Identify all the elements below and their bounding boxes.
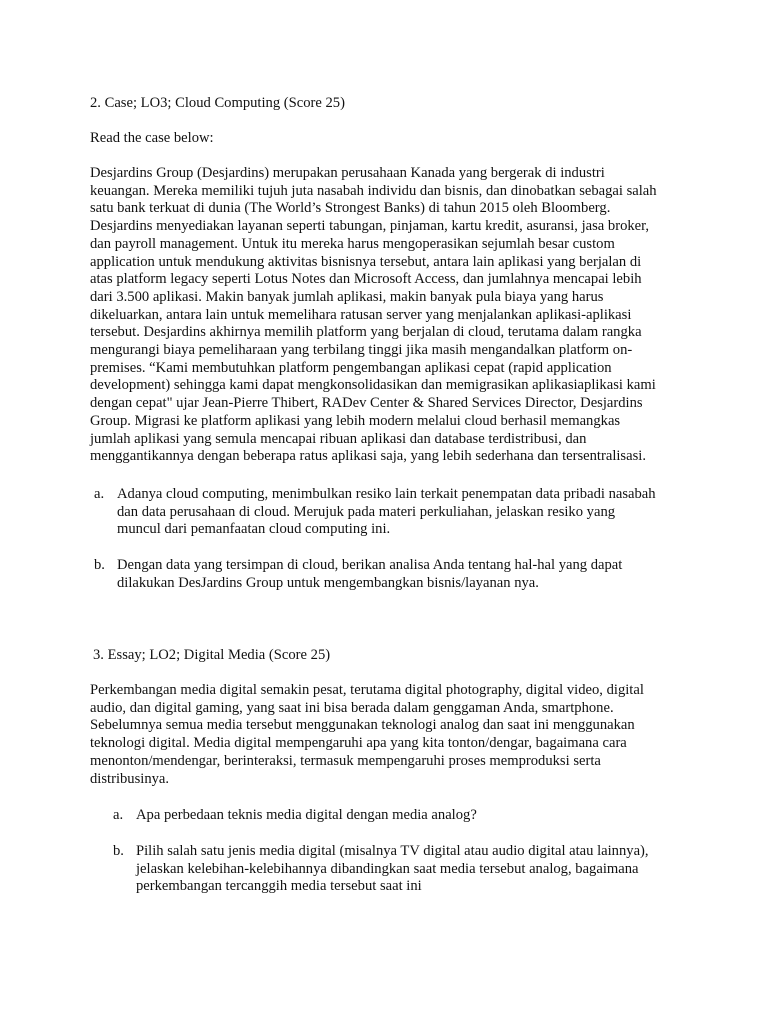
case-line: atas platform legacy seperti Lotus Notes dan Microsoft Access, dan jumlahnya mencapai lebih	[90, 271, 642, 288]
question-line: Apa perbedaan teknis media digital dengan media analog?	[136, 807, 477, 823]
essay-line: Perkembangan media digital semakin pesat, terutama digital photography, digital video, digital	[90, 682, 644, 698]
case-line: jumlah aplikasi yang semula mencapai ribuan aplikasi dan database terdistribusi, dan	[90, 430, 587, 447]
question-line: jelaskan kelebihan-kelebihannya dibandingkan saat media tersebut analog, bagaimana	[136, 860, 639, 877]
case-line: Group. Migrasi ke platform aplikasi yang lebih modern melalui cloud berhasil memangkas	[90, 412, 621, 429]
case-line: keuangan. Mereka memiliki tujuh juta nasabah individu dan bisnis, dan dinobatkan sebagai salah	[90, 182, 657, 199]
essay-line: teknologi digital. Media digital mempengaruhi apa yang kita tonton/dengar, bagaimana cara	[90, 735, 627, 752]
case-intro: Read the case below:	[90, 130, 214, 146]
case-line: dengan cepat" ujar Jean-Pierre Thibert, RADev Center & Shared Services Director, Desjardins	[90, 395, 643, 412]
case-line: development) sehingga kami dapat mengkonsolidasikan dan memigrasikan aplikasiaplikasi kami	[90, 377, 656, 394]
section-3-heading: 3. Essay; LO2; Digital Media (Score 25)	[93, 647, 331, 663]
question-line: Adanya cloud computing, menimbulkan resiko lain terkait penempatan data pribadi nasabah	[117, 486, 656, 502]
case-line: mengurangi biaya pemeliharaan yang terbilang tinggi jika masih mengandalkan platform on-	[90, 342, 633, 359]
essay-line: menonton/mendengar, berinteraksi, termasuk mempengaruhi proses memproduksi serta	[90, 752, 601, 769]
case-paragraph	[90, 165, 680, 466]
case-line: menggantikannya dengan beberapa ratus aplikasi saja, yang lebih sederhana dan tersentralisasi.	[90, 448, 646, 465]
case-line: premises. “Kami membutuhkan platform pengembangan aplikasi cepat (rapid application	[90, 359, 612, 376]
case-line: dikeluarkan, antara lain untuk memelihara ratusan server yang menjalankan aplikasi-aplikasi	[90, 306, 632, 323]
question-line: dilakukan DesJardins Group untuk mengembangkan bisnis/layanan nya.	[117, 574, 539, 591]
list-marker: b.	[113, 843, 124, 859]
essay-line: audio, dan digital gaming, yang saat ini bisa berada dalam genggaman Anda, smartphone.	[90, 699, 614, 716]
list-marker: a.	[113, 807, 124, 823]
question-text	[136, 807, 477, 825]
case-line: dan payroll management. Untuk itu mereka harus mengoperasikan sejumlah besar custom	[90, 235, 615, 252]
case-line: dari 3.500 aplikasi. Makin banyak jumlah aplikasi, makin banyak pula biaya yang harus	[90, 288, 604, 305]
case-line: Desjardins menyediakan layanan seperti tabungan, pinjaman, kartu kredit, asuransi, jasa broker,	[90, 218, 650, 235]
question-line: muncul dari pemanfaatan cloud computing ini.	[117, 521, 391, 538]
question-line: Pilih salah satu jenis media digital (misalnya TV digital atau audio digital atau lainnya),	[136, 843, 649, 859]
essay-line: distribusinya.	[90, 770, 170, 787]
question-text	[136, 843, 649, 896]
essay-line: Sebelumnya semua media tersebut menggunakan teknologi analog dan saat ini menggunakan	[90, 717, 635, 734]
list-marker: b.	[94, 557, 105, 573]
question-text	[117, 557, 622, 592]
case-line: application untuk mendukung aktivitas bisnisnya tersebut, antara lain aplikasi yang berjalan di	[90, 253, 642, 270]
case-line: Desjardins Group (Desjardins) merupakan perusahaan Kanada yang bergerak di industri	[90, 165, 605, 181]
question-line: perkembangan tercanggih media tersebut saat ini	[136, 878, 422, 895]
question-text	[117, 486, 656, 539]
section-2-heading: 2. Case; LO3; Cloud Computing (Score 25)	[90, 95, 345, 111]
essay-paragraph	[90, 682, 680, 788]
case-line: satu bank terkuat di dunia (The World’s Strongest Banks) di tahun 2015 oleh Bloomberg.	[90, 200, 611, 217]
question-line: dan data perusahaan di cloud. Merujuk pada materi perkuliahan, jelaskan resiko yang	[117, 503, 616, 520]
question-line: Dengan data yang tersimpan di cloud, berikan analisa Anda tentang hal-hal yang dapat	[117, 557, 623, 573]
case-line: tersebut. Desjardins akhirnya memilih platform yang berjalan di cloud, terutama dalam rangka	[90, 324, 642, 341]
list-marker: a.	[94, 486, 105, 502]
